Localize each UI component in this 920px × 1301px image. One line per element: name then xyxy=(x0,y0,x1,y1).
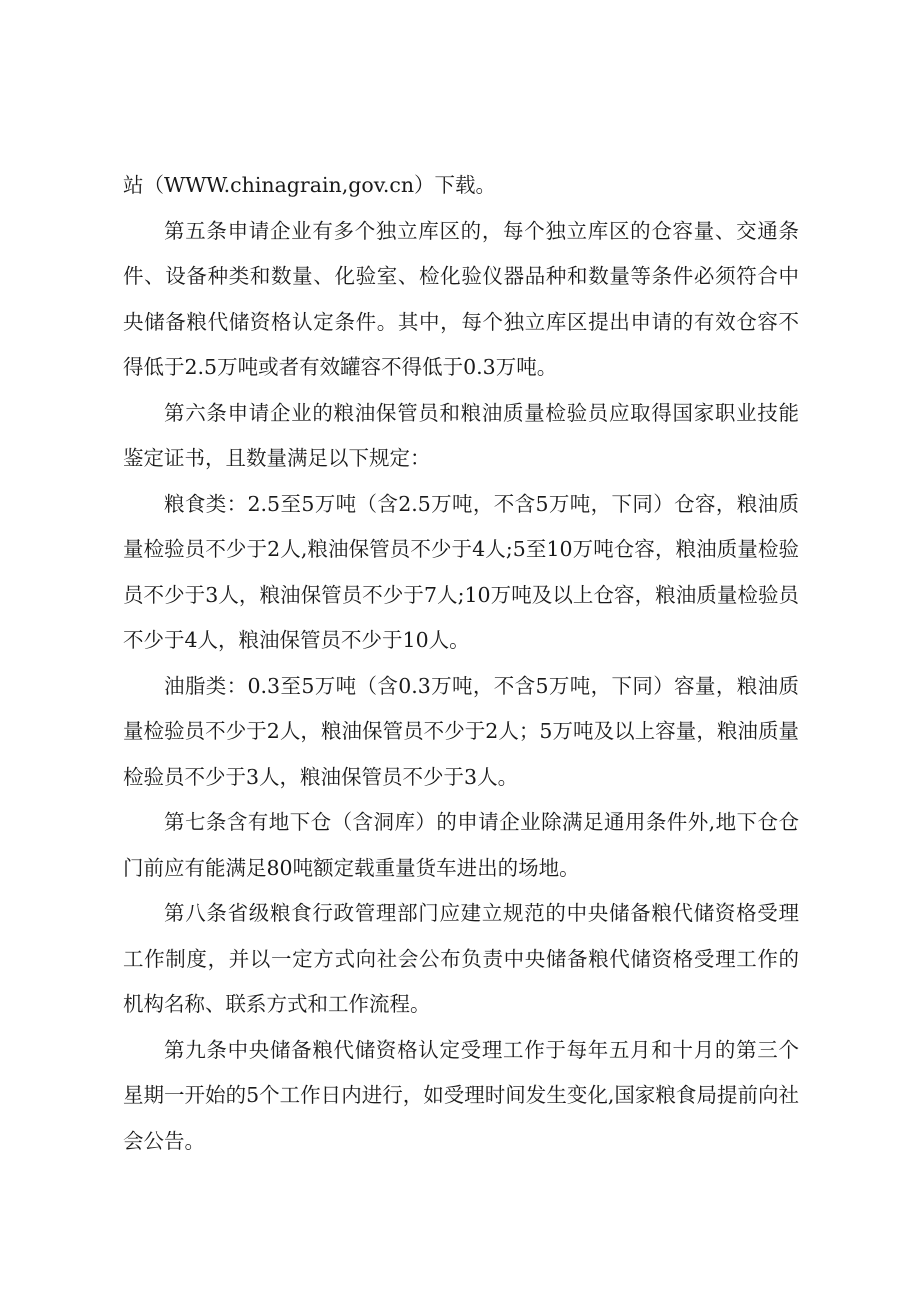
paragraph-continuation: 站（WWW.chinagrain,gov.cn）下载。 xyxy=(123,173,497,197)
article-8-paragraph: 第八条省级粮食行政管理部门应建立规范的中央储备粮代储资格受理工作制度，并以一定方式向社会公布负责中央储备粮代储资格受理工作的机构名称、联系方式和工作流程。 xyxy=(123,901,799,1016)
document-body xyxy=(123,163,799,1164)
grain-category-paragraph: 粮食类：2.5至5万吨（含2.5万吨，不含5万吨，下同）仓容，粮油质量检验员不少于2人,粮油保管员不少于4人;5至10万吨仓容，粮油质量检验员不少于3人，粮油保管员不少于7人;10万吨及以上仓容，粮油质量检验员不少于4人，粮油保管员不少于10人。 xyxy=(123,491,799,652)
article-5-paragraph: 第五条申请企业有多个独立库区的，每个独立库区的仓容量、交通条件、设备种类和数量、化验室、检化验仪器品种和数量等条件必须符合中央储备粮代储资格认定条件。其中，每个独立库区提出申请的有效仓容不得低于2.5万吨或者有效罐容不得低于0.3万吨。 xyxy=(123,218,799,379)
article-7-paragraph: 第七条含有地下仓（含洞库）的申请企业除满足通用条件外,地下仓仓门前应有能满足80吨额定载重量货车进出的场地。 xyxy=(123,810,799,880)
oil-category-paragraph: 油脂类：0.3至5万吨（含0.3万吨，不含5万吨，下同）容量，粮油质量检验员不少于2人，粮油保管员不少于2人；5万吨及以上容量，粮油质量检验员不少于3人，粮油保管员不少于3人。 xyxy=(123,673,799,789)
article-9-paragraph: 第九条中央储备粮代储资格认定受理工作于每年五月和十月的第三个星期一开始的5个工作日内进行，如受理时间发生变化,国家粮食局提前向社会公告。 xyxy=(123,1037,799,1153)
article-6-paragraph: 第六条申请企业的粮油保管员和粮油质量检验员应取得国家职业技能鉴定证书，且数量满足以下规定： xyxy=(123,400,799,470)
